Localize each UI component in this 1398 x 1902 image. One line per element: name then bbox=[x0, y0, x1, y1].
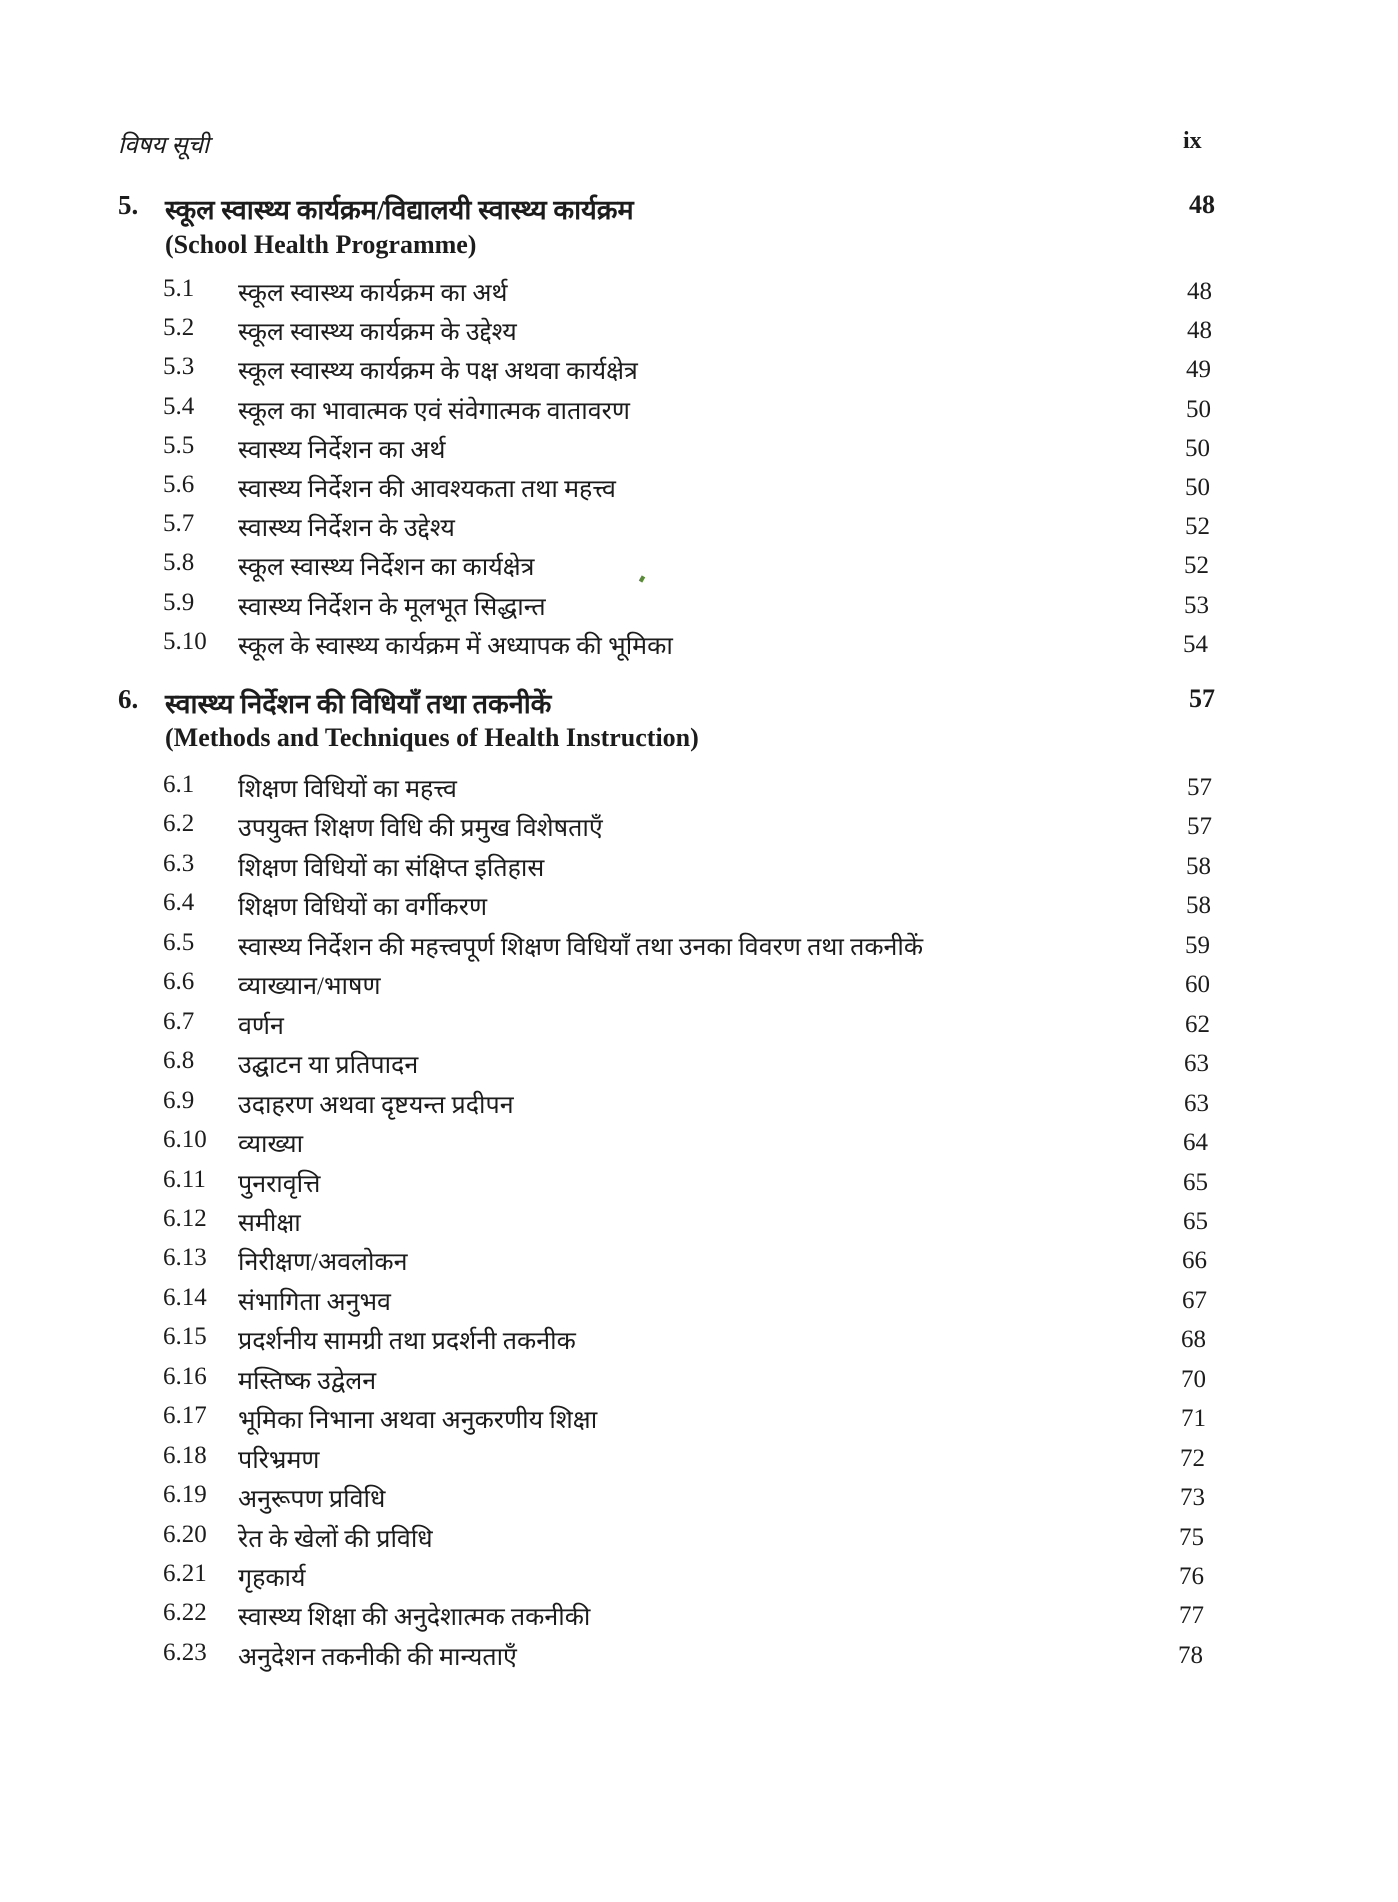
section-page: 62 bbox=[1185, 1011, 1210, 1038]
section-page: 72 bbox=[1180, 1445, 1205, 1472]
section-number: 5.9 bbox=[163, 589, 195, 616]
section-page: 63 bbox=[1184, 1090, 1209, 1117]
section-title: भूमिका निभाना अथवा अनुकरणीय शिक्षा bbox=[238, 1407, 598, 1434]
section-title: शिक्षण विधियों का वर्गीकरण bbox=[238, 894, 488, 921]
chapter-page: 57 bbox=[1189, 684, 1215, 713]
section-title: प्रदर्शनीय सामग्री तथा प्रदर्शनी तकनीक bbox=[238, 1328, 576, 1355]
section-page: 58 bbox=[1186, 892, 1211, 919]
section-number: 6.23 bbox=[163, 1639, 207, 1666]
section-page: 53 bbox=[1184, 592, 1209, 619]
ink-mark bbox=[639, 575, 645, 582]
section-title: शिक्षण विधियों का महत्त्व bbox=[238, 776, 457, 803]
section-title: परिभ्रमण bbox=[238, 1447, 320, 1474]
section-number: 6.2 bbox=[163, 810, 195, 837]
section-number: 6.18 bbox=[163, 1442, 207, 1469]
section-title: स्वास्थ्य निर्देशन के मूलभूत सिद्धान्त bbox=[238, 594, 546, 621]
section-number: 6.6 bbox=[163, 968, 195, 995]
section-page: 64 bbox=[1183, 1129, 1208, 1156]
section-page: 54 bbox=[1183, 631, 1208, 658]
section-number: 6.9 bbox=[163, 1087, 195, 1114]
section-number: 6.11 bbox=[163, 1166, 206, 1193]
section-title: स्वास्थ्य निर्देशन की आवश्यकता तथा महत्त्व bbox=[238, 476, 616, 503]
section-number: 5.2 bbox=[163, 314, 195, 341]
section-page: 60 bbox=[1185, 971, 1210, 998]
section-title: स्कूल स्वास्थ्य कार्यक्रम के उद्देश्य bbox=[238, 319, 517, 346]
section-page: 66 bbox=[1182, 1247, 1207, 1274]
section-title: संभागिता अनुभव bbox=[238, 1289, 391, 1316]
section-page: 77 bbox=[1179, 1602, 1204, 1629]
section-number: 5.6 bbox=[163, 471, 195, 498]
section-number: 5.1 bbox=[163, 275, 195, 302]
section-number: 5.3 bbox=[163, 353, 195, 380]
section-number: 5.5 bbox=[163, 432, 195, 459]
section-page: 49 bbox=[1186, 356, 1211, 383]
section-page: 78 bbox=[1178, 1642, 1203, 1669]
section-number: 6.5 bbox=[163, 929, 195, 956]
section-number: 6.21 bbox=[163, 1560, 207, 1587]
section-page: 71 bbox=[1181, 1405, 1206, 1432]
section-page: 76 bbox=[1179, 1563, 1204, 1590]
chapter-number: 5. bbox=[118, 190, 139, 220]
section-page: 50 bbox=[1185, 435, 1210, 462]
section-number: 6.16 bbox=[163, 1363, 207, 1390]
section-page: 57 bbox=[1187, 774, 1212, 801]
section-page: 52 bbox=[1185, 513, 1210, 540]
running-head: विषय सूची bbox=[118, 133, 210, 159]
section-page: 50 bbox=[1186, 396, 1211, 423]
section-title: स्कूल के स्वास्थ्य कार्यक्रम में अध्यापक की भूमिका bbox=[238, 633, 673, 660]
section-page: 52 bbox=[1184, 552, 1209, 579]
section-page: 59 bbox=[1185, 932, 1210, 959]
section-title: स्कूल का भावात्मक एवं संवेगात्मक वातावरण bbox=[238, 398, 630, 425]
section-number: 6.15 bbox=[163, 1323, 207, 1350]
chapter-page: 48 bbox=[1189, 190, 1215, 219]
section-page: 65 bbox=[1183, 1208, 1208, 1235]
section-page: 57 bbox=[1187, 813, 1212, 840]
section-title: स्वास्थ्य निर्देशन के उद्देश्य bbox=[238, 515, 455, 542]
section-number: 6.7 bbox=[163, 1008, 195, 1035]
section-number: 6.20 bbox=[163, 1521, 207, 1548]
section-title: समीक्षा bbox=[238, 1210, 301, 1237]
section-title: मस्तिष्क उद्वेलन bbox=[238, 1368, 377, 1395]
chapter-title: स्वास्थ्य निर्देशन की विधियाँ तथा तकनीकें bbox=[165, 689, 552, 719]
section-page: 48 bbox=[1187, 278, 1212, 305]
section-number: 6.17 bbox=[163, 1402, 207, 1429]
section-title: अनुदेशन तकनीकी की मान्यताएँ bbox=[238, 1644, 517, 1671]
section-number: 5.4 bbox=[163, 393, 195, 420]
chapter-number: 6. bbox=[118, 684, 139, 714]
section-title: व्याख्यान/भाषण bbox=[238, 973, 381, 1000]
section-number: 5.7 bbox=[163, 510, 195, 537]
section-number: 6.19 bbox=[163, 1481, 207, 1508]
section-title: व्याख्या bbox=[238, 1131, 304, 1158]
section-title: निरीक्षण/अवलोकन bbox=[238, 1249, 408, 1276]
section-number: 6.3 bbox=[163, 850, 195, 877]
section-page: 58 bbox=[1186, 853, 1211, 880]
section-page: 67 bbox=[1182, 1287, 1207, 1314]
section-page: 63 bbox=[1184, 1050, 1209, 1077]
section-page: 50 bbox=[1185, 474, 1210, 501]
section-title: स्कूल स्वास्थ्य निर्देशन का कार्यक्षेत्र bbox=[238, 554, 535, 581]
section-title: स्कूल स्वास्थ्य कार्यक्रम का अर्थ bbox=[238, 280, 508, 307]
section-title: वर्णन bbox=[238, 1013, 284, 1040]
section-number: 6.4 bbox=[163, 889, 195, 916]
section-title: रेत के खेलों की प्रविधि bbox=[238, 1526, 433, 1553]
section-page: 70 bbox=[1181, 1366, 1206, 1393]
section-number: 6.14 bbox=[163, 1284, 207, 1311]
page-folio: ix bbox=[1183, 128, 1202, 154]
section-number: 6.22 bbox=[163, 1599, 207, 1626]
section-page: 68 bbox=[1181, 1326, 1206, 1353]
chapter-english-title: (Methods and Techniques of Health Instruction) bbox=[165, 723, 699, 752]
section-title: पुनरावृत्ति bbox=[238, 1171, 321, 1198]
chapter-title: स्कूल स्वास्थ्य कार्यक्रम/विद्यालयी स्वास्थ्य कार्यक्रम bbox=[165, 195, 634, 225]
section-number: 6.10 bbox=[163, 1126, 207, 1153]
section-title: स्कूल स्वास्थ्य कार्यक्रम के पक्ष अथवा कार्यक्षेत्र bbox=[238, 358, 638, 385]
section-page: 75 bbox=[1179, 1524, 1204, 1551]
section-title: शिक्षण विधियों का संक्षिप्त इतिहास bbox=[238, 855, 545, 882]
section-title: स्वास्थ्य शिक्षा की अनुदेशात्मक तकनीकी bbox=[238, 1604, 591, 1631]
section-title: स्वास्थ्य निर्देशन का अर्थ bbox=[238, 437, 446, 464]
section-number: 6.8 bbox=[163, 1047, 195, 1074]
chapter-english-title: (School Health Programme) bbox=[165, 230, 477, 259]
section-number: 6.12 bbox=[163, 1205, 207, 1232]
section-number: 5.10 bbox=[163, 628, 207, 655]
section-number: 6.13 bbox=[163, 1244, 207, 1271]
section-number: 5.8 bbox=[163, 549, 195, 576]
section-number: 6.1 bbox=[163, 771, 195, 798]
section-title: स्वास्थ्य निर्देशन की महत्त्वपूर्ण शिक्षण विधियाँ तथा उनका विवरण तथा तकनीकें bbox=[238, 934, 924, 961]
section-page: 65 bbox=[1183, 1169, 1208, 1196]
section-page: 48 bbox=[1187, 317, 1212, 344]
section-title: उपयुक्त शिक्षण विधि की प्रमुख विशेषताएँ bbox=[238, 815, 603, 842]
section-page: 73 bbox=[1180, 1484, 1205, 1511]
section-title: उद्घाटन या प्रतिपादन bbox=[238, 1052, 419, 1079]
section-title: उदाहरण अथवा दृष्टयन्त प्रदीपन bbox=[238, 1092, 514, 1119]
section-title: गृहकार्य bbox=[238, 1565, 306, 1592]
section-title: अनुरूपण प्रविधि bbox=[238, 1486, 386, 1513]
